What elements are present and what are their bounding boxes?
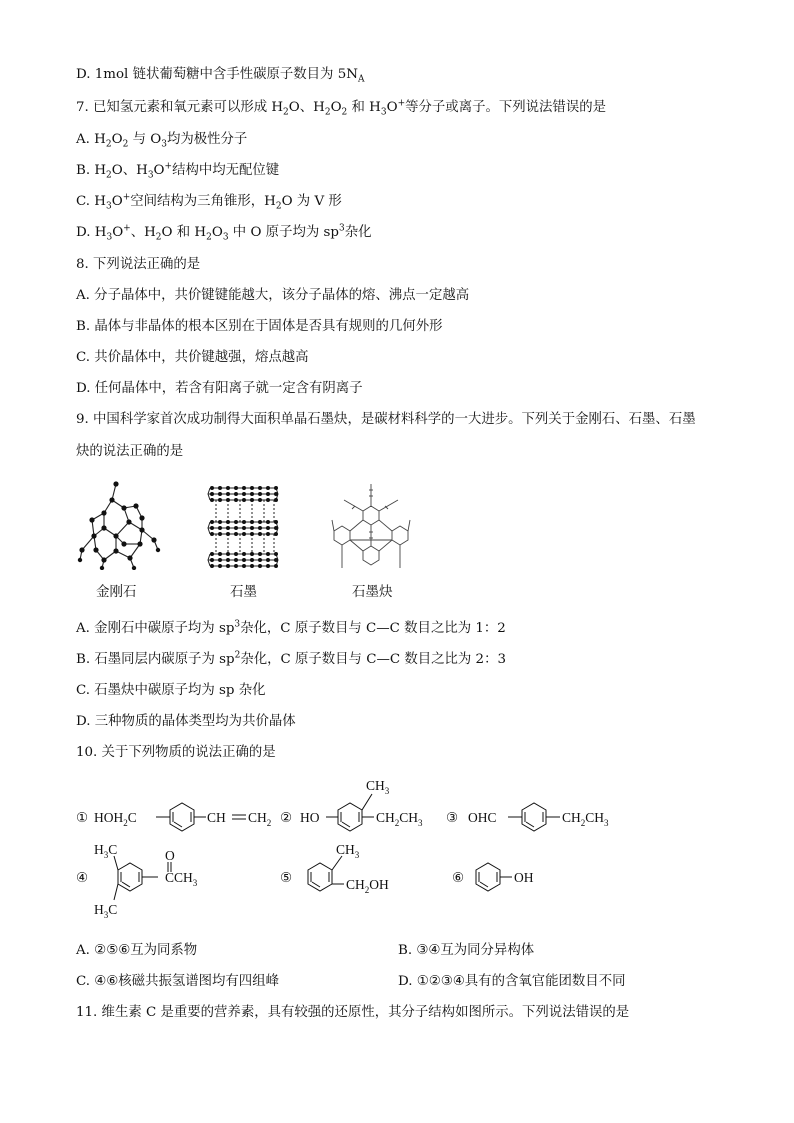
graphite-atom <box>250 526 254 530</box>
mol4-carbonyl-carbon: C <box>165 870 175 885</box>
graphite-atom <box>258 492 262 496</box>
graphite-label: 石墨 <box>230 584 257 600</box>
graphite-atom <box>210 520 214 524</box>
graphite-atom <box>210 486 214 490</box>
graphite-atom <box>226 564 230 568</box>
q6-option-d: D. 1mol 链状葡萄糖中含手性碳原子数目为 $5N_A$ <box>76 67 365 85</box>
graphite-atom <box>234 486 238 490</box>
q10-option-a: A. ②⑤⑥互为同系物 <box>76 943 198 958</box>
q7-option-c: C. $H_3O^+$空间结构为三角锥形，$H_2O$ 为 V 形 <box>76 192 342 212</box>
molecule-structures-figure <box>70 772 630 928</box>
mol3-ethyl: $CH_2CH_3$ <box>562 810 609 828</box>
graphite-atom <box>266 492 270 496</box>
graphite-atom <box>274 526 278 530</box>
graphite-atom <box>258 486 262 490</box>
graphite-atom <box>274 486 278 490</box>
q10-stem: 10. 关于下列物质的说法正确的是 <box>76 745 276 760</box>
graphite-atom <box>218 526 222 530</box>
graphite-atom <box>274 558 278 562</box>
graphite-atom <box>234 552 238 556</box>
graphite-atom <box>266 558 270 562</box>
mol2-left-group: HO <box>300 810 320 825</box>
graphite-atom <box>226 558 230 562</box>
graphite-structure-figure <box>204 482 282 572</box>
graphite-atom <box>242 532 246 536</box>
graphite-atom <box>226 552 230 556</box>
graphite-atom <box>258 498 262 502</box>
graphite-atom <box>226 520 230 524</box>
graphite-atom <box>242 526 246 530</box>
graphite-atom <box>242 552 246 556</box>
graphite-atom <box>258 532 262 536</box>
graphite-atom <box>250 552 254 556</box>
graphite-atom <box>234 526 238 530</box>
mol3-number: ③ <box>446 810 459 825</box>
mol5-hydroxymethyl: $CH_2OH$ <box>346 877 389 895</box>
graphite-atom <box>242 520 246 524</box>
graphite-atom <box>266 532 270 536</box>
mol1-number: ① <box>76 810 89 825</box>
graphite-atom <box>234 492 238 496</box>
graphite-atom <box>258 552 262 556</box>
graphite-atom <box>266 552 270 556</box>
mol4-oxygen: O <box>165 848 175 863</box>
mol4-acetyl-methyl: $CH_3$ <box>174 870 198 888</box>
q7-stem: 7. 已知氢元素和氧元素可以形成 $H_2O$、$H_2O_2$ 和 $H_3O^+$等分子或离子。下列说法错误的是 <box>76 98 606 118</box>
q8-option-b: B. 晶体与非晶体的根本区别在于固体是否具有规则的几何外形 <box>76 319 443 334</box>
graphite-atom <box>274 532 278 536</box>
q8-option-c: C. 共价晶体中，共价键越强，熔点越高 <box>76 350 309 365</box>
q9-option-c: C. 石墨炔中碳原子均为 sp 杂化 <box>76 683 266 698</box>
graphite-atom <box>250 486 254 490</box>
q7-option-d: D. $H_3O^+$、$H_2O$ 和 $H_2O_3$ 中 O 原子均为 $sp^3$杂化 <box>76 223 372 243</box>
graphite-atom <box>234 558 238 562</box>
graphite-atom <box>226 532 230 536</box>
mol2-ethyl: $CH_2CH_3$ <box>376 810 423 828</box>
graphite-atom <box>210 532 214 536</box>
graphite-atom <box>242 498 246 502</box>
mol1-vinyl: $CH_2$ <box>248 810 272 828</box>
graphite-atom <box>218 492 222 496</box>
graphite-atom <box>210 498 214 502</box>
graphite-atom <box>274 498 278 502</box>
graphite-atom <box>226 526 230 530</box>
mol1-left-group: $HOH_2C$ <box>94 810 137 828</box>
graphite-atom <box>218 558 222 562</box>
mol2-methyl: $CH_3$ <box>366 778 390 796</box>
q10-option-c: C. ④⑥核磁共振氢谱图均有四组峰 <box>76 974 279 989</box>
q10-option-d: D. ①②③④具有的含氧官能团数目不同 <box>398 974 626 989</box>
graphite-atom <box>218 498 222 502</box>
mol4-top-methyl: $H_3C$ <box>94 842 118 860</box>
q8-option-a: A. 分子晶体中，共价键键能越大，该分子晶体的熔、沸点一定越高 <box>76 288 470 303</box>
q7-option-a: A. $H_2O_2$ 与 $O_3$均为极性分子 <box>76 132 248 150</box>
q9-stem-line2: 炔的说法正确的是 <box>76 444 184 459</box>
q10-option-b: B. ③④互为同分异构体 <box>398 943 535 958</box>
graphite-atom <box>250 564 254 568</box>
graphite-atom <box>226 486 230 490</box>
q11-stem: 11. 维生素 C 是重要的营养素，具有较强的还原性，其分子结构如图所示。下列说法错误的是 <box>76 1005 630 1020</box>
graphite-atom <box>210 558 214 562</box>
graphite-atom <box>266 498 270 502</box>
graphite-atom <box>234 564 238 568</box>
q7-option-b: B. $H_2O$、$H_3O^+$结构中均无配位键 <box>76 161 280 181</box>
graphite-atom <box>266 486 270 490</box>
graphyne-label: 石墨炔 <box>352 584 393 600</box>
q9-option-d: D. 三种物质的晶体类型均为共价晶体 <box>76 714 296 729</box>
graphite-atom <box>258 520 262 524</box>
graphite-atom <box>218 486 222 490</box>
graphite-atom <box>258 558 262 562</box>
graphite-atom <box>242 564 246 568</box>
q9-option-a: A. 金刚石中碳原子均为 $sp^3$杂化，C 原子数目与 C—C 数目之比为 1：2 <box>76 619 506 636</box>
graphyne-structure-figure <box>330 480 412 572</box>
graphite-atom <box>274 520 278 524</box>
graphite-atom <box>274 552 278 556</box>
graphite-atom <box>226 492 230 496</box>
q9-stem-line1: 9. 中国科学家首次成功制得大面积单晶石墨炔，是碳材料科学的一大进步。下列关于金刚石、石墨、石墨 <box>76 412 696 427</box>
graphite-atom <box>210 564 214 568</box>
mol5-methyl: $CH_3$ <box>336 842 360 860</box>
graphite-atom <box>210 526 214 530</box>
mol6-hydroxyl: OH <box>514 870 534 885</box>
graphite-atom <box>266 564 270 568</box>
diamond-label: 金刚石 <box>96 584 137 600</box>
graphite-atom <box>218 520 222 524</box>
diamond-structure-figure <box>74 478 164 570</box>
q8-option-d: D. 任何晶体中，若含有阳离子就一定含有阴离子 <box>76 381 363 396</box>
graphite-atom <box>226 498 230 502</box>
graphite-atom <box>250 492 254 496</box>
graphite-atom <box>250 532 254 536</box>
mol1-right-group: CH <box>207 810 226 825</box>
graphite-atom <box>258 564 262 568</box>
graphite-atom <box>210 552 214 556</box>
graphite-atom <box>266 526 270 530</box>
graphite-atom <box>250 520 254 524</box>
graphite-atom <box>218 532 222 536</box>
graphite-atom <box>242 558 246 562</box>
graphite-atom <box>234 520 238 524</box>
mol4-number: ④ <box>76 870 89 885</box>
graphite-atom <box>250 558 254 562</box>
graphite-atom <box>234 532 238 536</box>
mol5-number: ⑤ <box>280 870 293 885</box>
q8-stem: 8. 下列说法正确的是 <box>76 257 201 272</box>
mol4-bottom-methyl: $H_3C$ <box>94 902 118 920</box>
graphite-atom <box>242 486 246 490</box>
graphite-atom <box>218 552 222 556</box>
graphite-atom <box>250 498 254 502</box>
mol6-number: ⑥ <box>452 870 465 885</box>
graphite-atom <box>258 526 262 530</box>
graphite-atom <box>242 492 246 496</box>
graphite-atom <box>266 520 270 524</box>
graphite-atom <box>218 564 222 568</box>
mol3-left-group: OHC <box>468 810 497 825</box>
graphite-atom <box>210 492 214 496</box>
graphite-atom <box>274 492 278 496</box>
mol2-number: ② <box>280 810 293 825</box>
graphite-atom <box>234 498 238 502</box>
graphite-atom <box>274 564 278 568</box>
q9-option-b: B. 石墨同层内碳原子为 $sp^2$杂化，C 原子数目与 C—C 数目之比为 2：3 <box>76 650 506 667</box>
